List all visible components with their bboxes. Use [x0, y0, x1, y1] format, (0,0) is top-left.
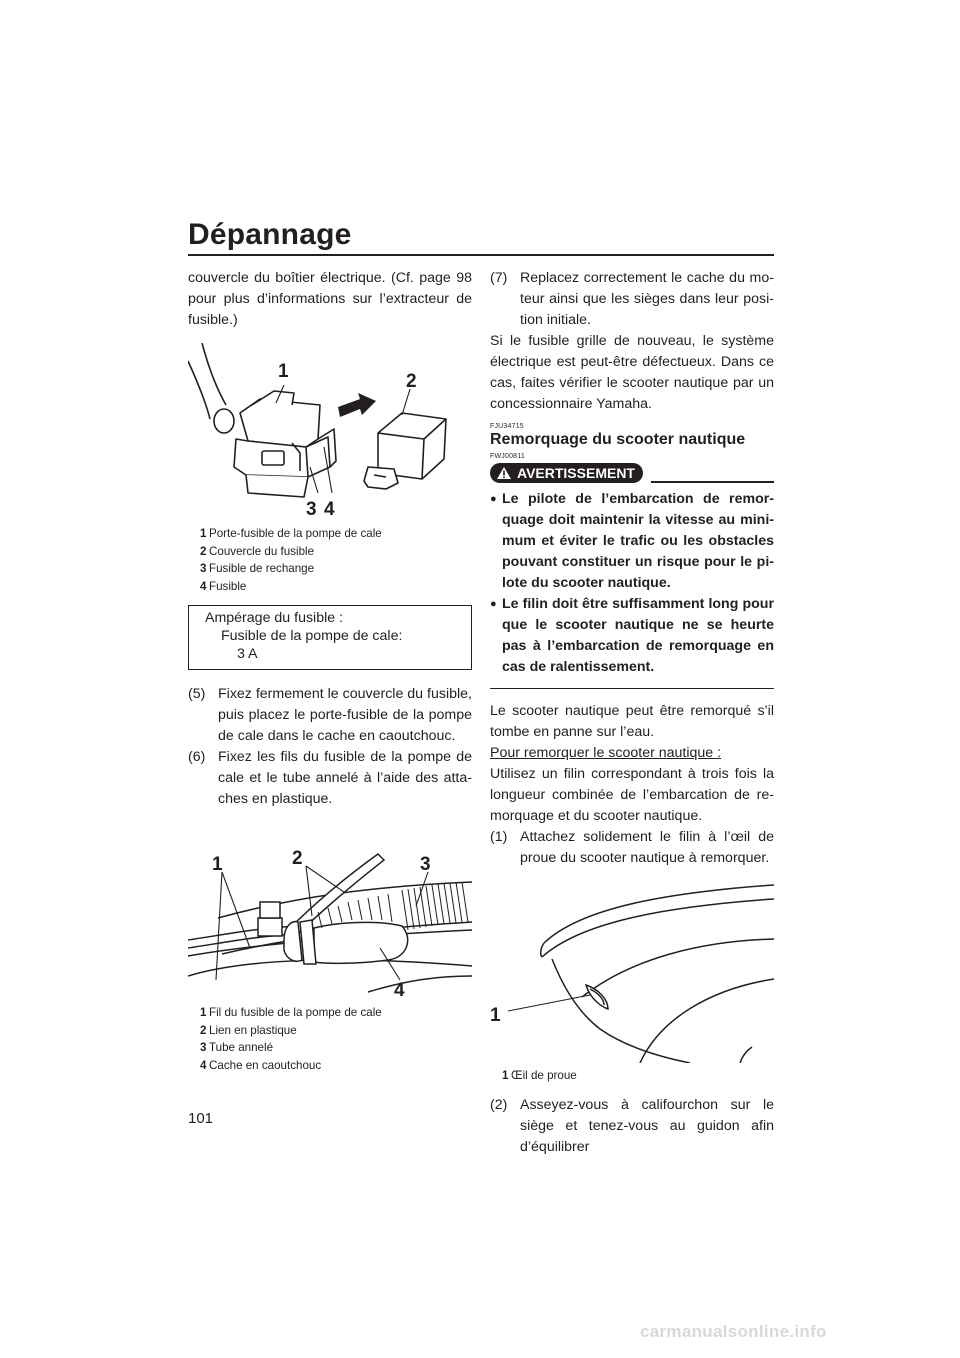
bow-eye-figure: [490, 879, 774, 1085]
warning-end-rule: [490, 688, 774, 689]
left-column: [188, 268, 472, 1074]
warning-label: AVERTISSEMENT: [517, 465, 635, 481]
step-7: (7) Replacez correctement le cache du moteur ainsi que les sièges dans leur position initiale.: [490, 270, 774, 328]
fig3-legend: 1 Œil de proue: [502, 1069, 577, 1083]
step-1: (1) Attachez solidement le filin à l’œil de proue du scooter nautique à remorquer.: [490, 829, 774, 867]
fig3-callout-1: 1: [490, 1005, 501, 1027]
spec-line-2: Fusible de la pompe de cale:: [221, 628, 403, 644]
page-title: Dépannage: [188, 218, 352, 251]
bullet-dot-icon: ●: [490, 598, 497, 610]
warning-bullet: ● Le pilote de l’embarcation de remorquage doit maintenir la vitesse au minimum et éviter le trafic ou les obstacles pouvant constituer un risque pour le pilote du scooter nautique.: [490, 489, 774, 594]
step-2: (2) Asseyez-vous à califourchon sur le siège et tenez-vous au guidon afin d’équilibrer: [490, 1096, 774, 1155]
page-number: 101: [188, 1110, 214, 1127]
fig2-callout-4: 4: [394, 980, 405, 1000]
bullet-dot-icon: ●: [490, 493, 497, 505]
spec-line-1: Ampérage du fusible :: [205, 610, 344, 626]
warning-header: [490, 463, 774, 483]
fuse-rating-box: [188, 605, 472, 670]
step-6: (6) Fixez les fils du fusible de la pompe de cale et le tube annelé à l’aide des attaches en plastique.: [188, 749, 472, 807]
fuse-holder-figure: [188, 343, 472, 595]
warning-triangle-icon: [496, 466, 512, 480]
section-title: Remorquage du scooter nautique: [490, 431, 746, 448]
warning-code: FWJ00811: [490, 453, 525, 460]
fig1-callout-3: 3: [306, 499, 317, 520]
warning-rule: [651, 481, 774, 482]
intro-paragraph: couvercle du boîtier électrique. (Cf. page 98 pour plus d’informations sur l’extracteur de fusible.): [188, 270, 472, 328]
fig2-callout-3: 3: [420, 854, 431, 875]
bow-eye-illustration: [490, 879, 774, 1063]
warning-bullet: ● Le filin doit être suffisamment long pour que le scooter nautique ne se heurte pas à l’embarcation de remorquage en cas de ralentissement.: [490, 594, 774, 678]
title-rule: [188, 254, 774, 256]
electrical-fault-paragraph: Si le fusible grille de nouveau, le système électrique est peut-être défectueux. Dans ce cas, faites vérifier le scooter nautique par un concessionnaire Yamaha.: [490, 333, 774, 412]
fig2-callout-2: 2: [292, 848, 303, 869]
warning-badge: [490, 463, 643, 483]
step-5: (5) Fixez fermement le couvercle du fusible, puis placez le porte-fusible de la pompe de cale dans le cache en caoutchouc.: [188, 686, 472, 744]
tow-line-paragraph: Utilisez un filin correspondant à trois fois la longueur combinée de l’embarcation de remorquage et du scooter nautique.: [490, 766, 774, 825]
spec-line-3: 3 A: [237, 646, 258, 662]
fuse-wire-illustration: [188, 830, 472, 1000]
fuse-holder-illustration: [188, 343, 472, 523]
fig2-legend: 1 Fil du fusible de la pompe de cale 2 Lien en plastique 3 Tube annelé 4 Cache en caoutchouc: [200, 1006, 382, 1072]
watermark: carmanualsonline.info: [640, 1322, 827, 1341]
fig1-callout-2: 2: [406, 371, 417, 392]
right-column: [490, 268, 774, 1158]
fig1-callout-1: 1: [278, 361, 289, 382]
fig1-callout-4: 4: [324, 499, 335, 520]
fig1-legend: 1 Porte-fusible de la pompe de cale 2 Couvercle du fusible 3 Fusible de rechange 4 Fusible: [200, 527, 382, 593]
towing-subheading: Pour remorquer le scooter nautique :: [490, 745, 722, 762]
towing-intro-paragraph: Le scooter nautique peut être remorqué s’il tombe en panne sur l’eau.: [490, 703, 774, 741]
section-code: FJU34715: [490, 423, 524, 430]
fuse-wire-figure: [188, 830, 472, 1074]
fig2-callout-1: 1: [212, 854, 223, 875]
